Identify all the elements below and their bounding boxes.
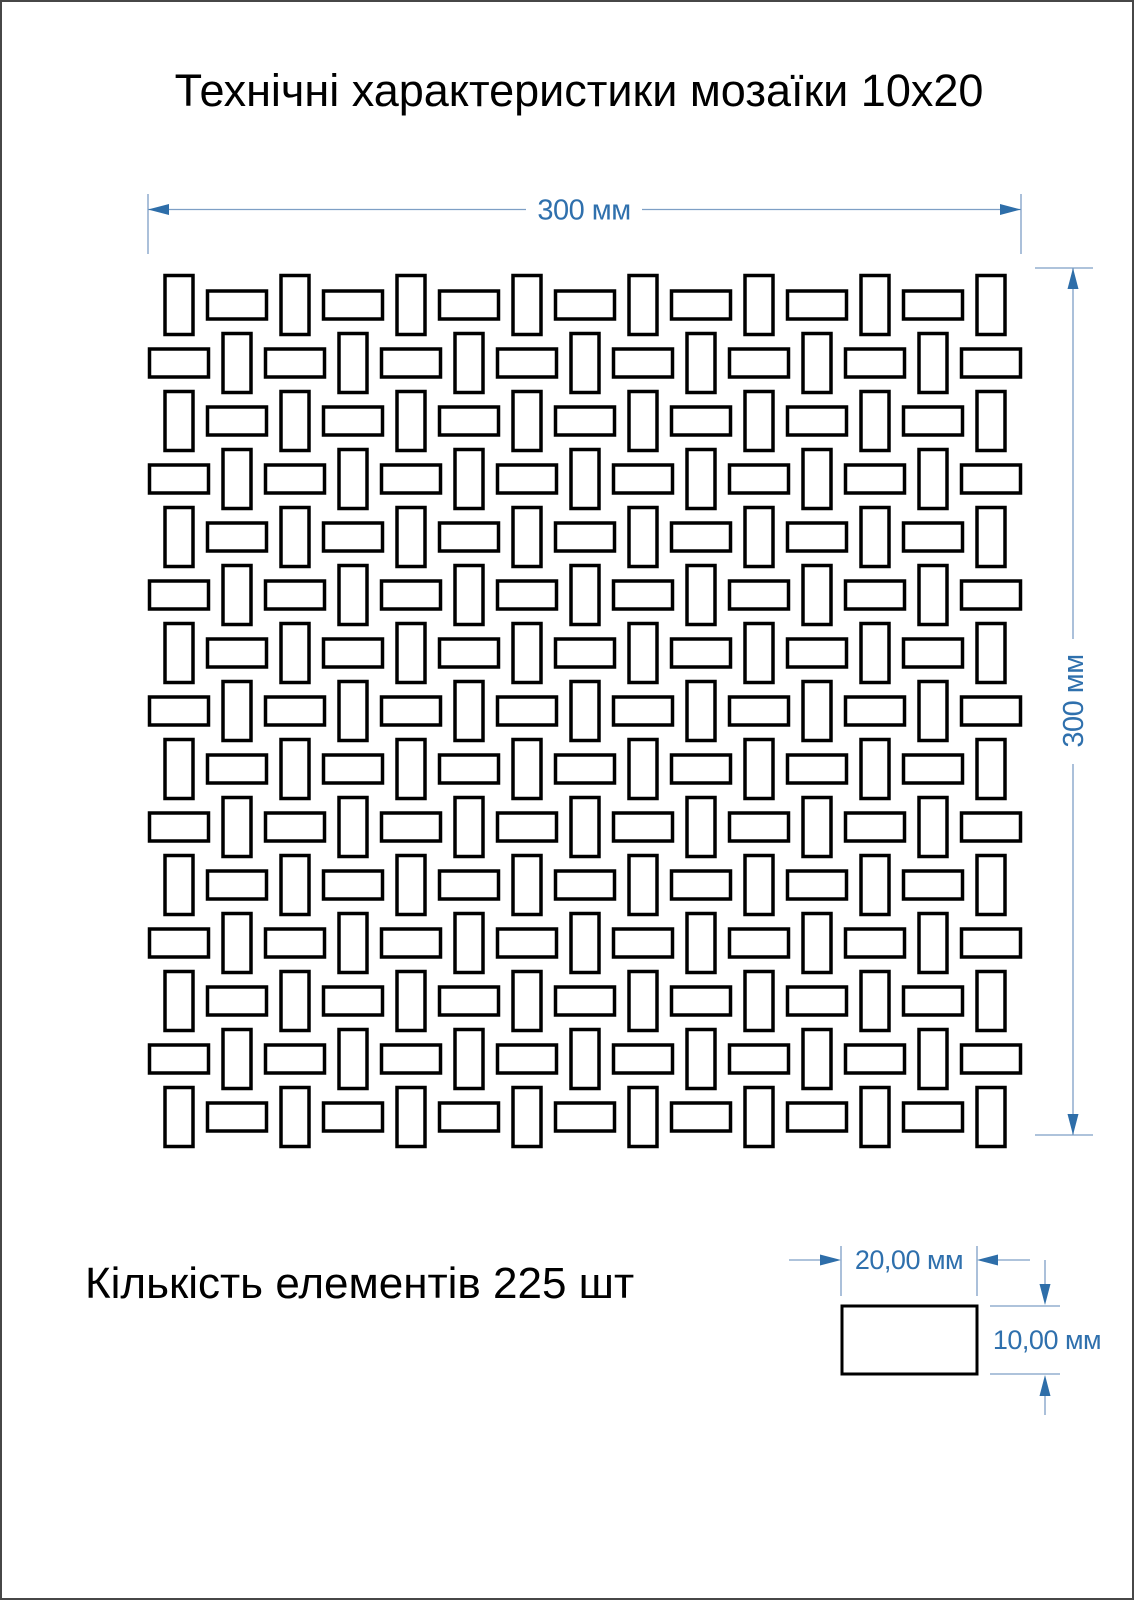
mosaic-tile [730, 929, 789, 957]
arrow-right-icon [820, 1255, 841, 1266]
mosaic-tile [397, 508, 425, 567]
mosaic-tile [846, 929, 905, 957]
mosaic-tile [455, 450, 483, 509]
mosaic-tile [962, 465, 1021, 493]
mosaic-tile [382, 813, 441, 841]
mosaic-tile [904, 523, 963, 551]
mosaic-tile [281, 392, 309, 451]
mosaic-tile [730, 1045, 789, 1073]
arrow-left-icon [148, 204, 169, 215]
mosaic-tile [165, 624, 193, 683]
mosaic-tile [919, 450, 947, 509]
mosaic-tile [208, 523, 267, 551]
mosaic-tile [614, 1045, 673, 1073]
mosaic-tile [266, 465, 325, 493]
mosaic-tile [150, 697, 209, 725]
mosaic-tile [904, 1103, 963, 1131]
mosaic-tile [440, 523, 499, 551]
mosaic-tile [730, 581, 789, 609]
mosaic-tile [382, 1045, 441, 1073]
mosaic-tile [266, 349, 325, 377]
mosaic-tile [672, 871, 731, 899]
mosaic-tile [440, 755, 499, 783]
mosaic-tile [223, 798, 251, 857]
mosaic-tile [324, 871, 383, 899]
mosaic-tile [150, 813, 209, 841]
mosaic-tile [571, 334, 599, 393]
mosaic-tile [904, 291, 963, 319]
arrow-left-icon [977, 1255, 998, 1266]
mosaic-tile [788, 639, 847, 667]
mosaic-tile [904, 407, 963, 435]
mosaic-tile [571, 450, 599, 509]
mosaic-tile [803, 914, 831, 973]
mosaic-tile [150, 1045, 209, 1073]
mosaic-tile [730, 349, 789, 377]
mosaic-tile [513, 1088, 541, 1147]
mosaic-tile [672, 1103, 731, 1131]
mosaic-tile [455, 1030, 483, 1089]
mosaic-tile [223, 1030, 251, 1089]
mosaic-tile [281, 856, 309, 915]
mosaic-tile [745, 1088, 773, 1147]
arrow-down-icon [1068, 1114, 1079, 1135]
mosaic-tile [556, 407, 615, 435]
mosaic-tile [687, 566, 715, 625]
mosaic-tile [165, 972, 193, 1031]
mosaic-tile [977, 508, 1005, 567]
page-title: Технічні характеристики мозаїки 10х20 [174, 65, 984, 116]
mosaic-tile [556, 987, 615, 1015]
mosaic-tile [339, 914, 367, 973]
mosaic-tile [455, 682, 483, 741]
mosaic-tile [629, 624, 657, 683]
mosaic-tile [339, 566, 367, 625]
mosaic-tile [150, 465, 209, 493]
mosaic-tile [266, 697, 325, 725]
mosaic-tile [629, 1088, 657, 1147]
arrow-up-icon [1040, 1375, 1051, 1396]
mosaic-tile [919, 334, 947, 393]
mosaic-tile [556, 639, 615, 667]
mosaic-tile [803, 450, 831, 509]
tile-height-label: 10,00 мм [992, 1325, 1102, 1355]
mosaic-tile [281, 740, 309, 799]
mosaic-tile [977, 972, 1005, 1031]
mosaic-tile [861, 508, 889, 567]
mosaic-tile [165, 856, 193, 915]
mosaic-tile [324, 407, 383, 435]
mosaic-tile [324, 291, 383, 319]
mosaic-tile [382, 697, 441, 725]
mosaic-tile [861, 392, 889, 451]
mosaic-tile [498, 929, 557, 957]
mosaic-tile [919, 798, 947, 857]
mosaic-tile [861, 972, 889, 1031]
mosaic-tile [440, 291, 499, 319]
mosaic-tile [629, 392, 657, 451]
sheet-height-label: 300 мм [1058, 654, 1090, 748]
mosaic-tile [846, 581, 905, 609]
mosaic-tile [513, 856, 541, 915]
arrow-down-icon [1040, 1284, 1051, 1305]
mosaic-tile [904, 871, 963, 899]
mosaic-tile [962, 349, 1021, 377]
mosaic-tile [498, 813, 557, 841]
mosaic-tile [223, 450, 251, 509]
mosaic-tile [788, 755, 847, 783]
mosaic-tile [382, 581, 441, 609]
mosaic-tile [397, 392, 425, 451]
mosaic-tile [672, 987, 731, 1015]
tile-sample [842, 1306, 977, 1374]
mosaic-tile [165, 276, 193, 335]
mosaic-tile [281, 508, 309, 567]
mosaic-tile [513, 276, 541, 335]
mosaic-tile [977, 392, 1005, 451]
sheet-width-label: 300 мм [537, 194, 631, 227]
mosaic-tile [324, 755, 383, 783]
mosaic-tile [397, 856, 425, 915]
mosaic-tile [687, 914, 715, 973]
mosaic-tile [745, 856, 773, 915]
mosaic-tile [513, 740, 541, 799]
sheet-width-dimension [148, 194, 1021, 254]
mosaic-tile [687, 1030, 715, 1089]
mosaic-tile [571, 1030, 599, 1089]
mosaic-tile [803, 798, 831, 857]
mosaic-tile [498, 1045, 557, 1073]
mosaic-tile [281, 1088, 309, 1147]
mosaic-tile [498, 465, 557, 493]
mosaic-tile [745, 508, 773, 567]
mosaic-tile [977, 856, 1005, 915]
mosaic-tile [788, 1103, 847, 1131]
mosaic-tile [629, 740, 657, 799]
mosaic-tile [614, 813, 673, 841]
mosaic-tile [208, 1103, 267, 1131]
mosaic-tile [904, 639, 963, 667]
mosaic-tile [455, 914, 483, 973]
mosaic-tile [919, 682, 947, 741]
mosaic-tile [803, 334, 831, 393]
mosaic-tile [208, 639, 267, 667]
mosaic-tile [672, 755, 731, 783]
mosaic-tile [455, 798, 483, 857]
mosaic-tile [962, 813, 1021, 841]
mosaic-tile [556, 523, 615, 551]
mosaic-tile [687, 682, 715, 741]
mosaic-tile [382, 929, 441, 957]
mosaic-tile [266, 1045, 325, 1073]
mosaic-tile [687, 798, 715, 857]
mosaic-tile [339, 450, 367, 509]
mosaic-tile [150, 349, 209, 377]
mosaic-tile [846, 349, 905, 377]
mosaic-tile [324, 639, 383, 667]
elements-count-label: Кількість елементів 225 шт [85, 1259, 635, 1308]
mosaic-tile [788, 407, 847, 435]
mosaic-tile [165, 508, 193, 567]
mosaic-tile [571, 798, 599, 857]
mosaic-tile [281, 624, 309, 683]
mosaic-tile [745, 740, 773, 799]
mosaic-tile [977, 276, 1005, 335]
mosaic-tile [397, 972, 425, 1031]
mosaic-tile [672, 407, 731, 435]
mosaic-tile [904, 755, 963, 783]
mosaic-tile [382, 465, 441, 493]
mosaic-tile [629, 508, 657, 567]
mosaic-tile [324, 523, 383, 551]
mosaic-tile [919, 566, 947, 625]
mosaic-tile [846, 697, 905, 725]
mosaic-tile [962, 929, 1021, 957]
mosaic-tile [223, 914, 251, 973]
mosaic-tile [165, 1088, 193, 1147]
mosaic-tile [324, 1103, 383, 1131]
mosaic-tile [629, 856, 657, 915]
mosaic-tile [440, 987, 499, 1015]
mosaic-tile [208, 871, 267, 899]
mosaic-tile [208, 291, 267, 319]
mosaic-tile [455, 566, 483, 625]
mosaic-tile [672, 523, 731, 551]
mosaic-tile [208, 407, 267, 435]
mosaic-tile [730, 465, 789, 493]
mosaic-tile [571, 914, 599, 973]
mosaic-tile [745, 972, 773, 1031]
mosaic-tile [397, 624, 425, 683]
mosaic-tile [803, 682, 831, 741]
mosaic-tile [962, 697, 1021, 725]
mosaic-tile [150, 581, 209, 609]
mosaic-tile [150, 929, 209, 957]
mosaic-tile [803, 566, 831, 625]
sheet-height-dimension [1035, 268, 1093, 1135]
mosaic-tile [904, 987, 963, 1015]
mosaic-tile [498, 349, 557, 377]
mosaic-tile [339, 798, 367, 857]
mosaic-tile [846, 1045, 905, 1073]
mosaic-tile [977, 624, 1005, 683]
mosaic-tile [513, 624, 541, 683]
mosaic-tile [846, 813, 905, 841]
mosaic-tile [861, 856, 889, 915]
mosaic-tile [730, 697, 789, 725]
mosaic-tile [440, 407, 499, 435]
mosaic-tile [730, 813, 789, 841]
mosaic-tile [672, 639, 731, 667]
mosaic-tile [513, 508, 541, 567]
mosaic-tile [324, 987, 383, 1015]
mosaic-tile [455, 334, 483, 393]
mosaic-tile [788, 291, 847, 319]
mosaic-tile [397, 276, 425, 335]
mosaic-tile [556, 291, 615, 319]
mosaic-tile [977, 1088, 1005, 1147]
mosaic-tile [208, 987, 267, 1015]
mosaic-tile [339, 1030, 367, 1089]
mosaic-tile [556, 1103, 615, 1131]
mosaic-tile [281, 276, 309, 335]
mosaic-tile [803, 1030, 831, 1089]
mosaic-sheet [150, 276, 1021, 1147]
mosaic-tile [687, 334, 715, 393]
mosaic-tile [672, 291, 731, 319]
mosaic-tile [977, 740, 1005, 799]
mosaic-tile [281, 972, 309, 1031]
mosaic-tile [745, 624, 773, 683]
mosaic-tile [614, 929, 673, 957]
mosaic-tile [513, 972, 541, 1031]
mosaic-tile [788, 987, 847, 1015]
mosaic-tile [266, 581, 325, 609]
mosaic-tile [919, 914, 947, 973]
mosaic-tile [440, 639, 499, 667]
mosaic-tile [788, 871, 847, 899]
mosaic-tile [223, 334, 251, 393]
mosaic-tile [498, 581, 557, 609]
mosaic-tile [571, 566, 599, 625]
tile-size-diagram [789, 1245, 1101, 1415]
tile-width-label: 20,00 мм [854, 1245, 964, 1275]
mosaic-tile [745, 392, 773, 451]
mosaic-tile [339, 334, 367, 393]
mosaic-tile [440, 871, 499, 899]
mosaic-tile [556, 755, 615, 783]
arrow-right-icon [1000, 204, 1021, 215]
mosaic-tile [614, 465, 673, 493]
mosaic-tile [962, 1045, 1021, 1073]
technical-drawing [2, 2, 1134, 1600]
mosaic-tile [962, 581, 1021, 609]
mosaic-tile [165, 740, 193, 799]
mosaic-tile [266, 929, 325, 957]
mosaic-tile [861, 276, 889, 335]
mosaic-tile [861, 624, 889, 683]
mosaic-tile [614, 581, 673, 609]
mosaic-tile [614, 697, 673, 725]
mosaic-tile [745, 276, 773, 335]
arrow-up-icon [1068, 268, 1079, 289]
mosaic-tile [687, 450, 715, 509]
mosaic-tile [846, 465, 905, 493]
mosaic-tile [440, 1103, 499, 1131]
mosaic-tile [382, 349, 441, 377]
mosaic-tile [339, 682, 367, 741]
mosaic-tile [223, 566, 251, 625]
mosaic-tile [208, 755, 267, 783]
mosaic-tile [498, 697, 557, 725]
mosaic-tile [223, 682, 251, 741]
mosaic-tile [919, 1030, 947, 1089]
mosaic-tile [266, 813, 325, 841]
mosaic-tile [397, 740, 425, 799]
mosaic-tile [165, 392, 193, 451]
mosaic-tile [861, 740, 889, 799]
mosaic-tile [556, 871, 615, 899]
mosaic-tile [513, 392, 541, 451]
mosaic-tile [788, 523, 847, 551]
mosaic-tile [629, 972, 657, 1031]
mosaic-tile [397, 1088, 425, 1147]
mosaic-tile [861, 1088, 889, 1147]
mosaic-tile [614, 349, 673, 377]
mosaic-tile [571, 682, 599, 741]
mosaic-tile [629, 276, 657, 335]
